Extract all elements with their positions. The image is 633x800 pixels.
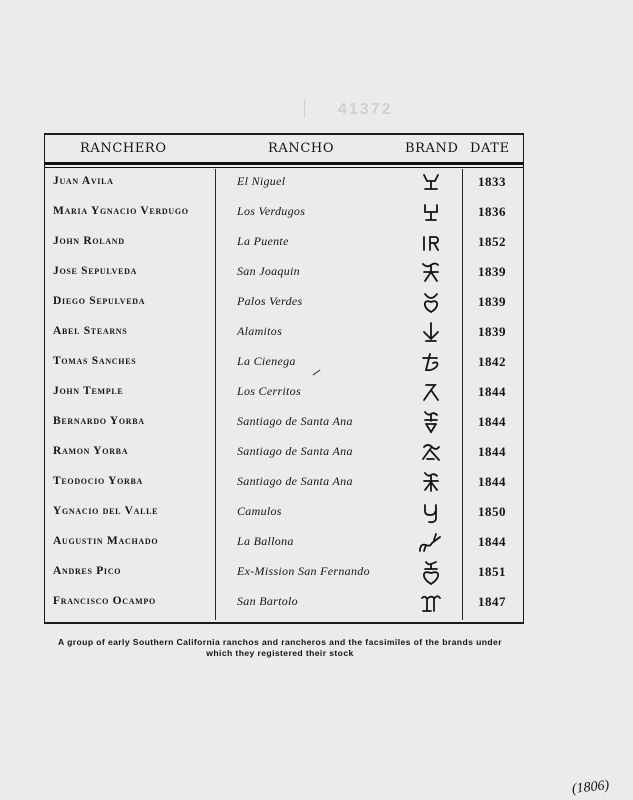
brand-mark-icon (406, 529, 456, 555)
brand-mark-icon (406, 379, 456, 405)
registration-date: 1839 (478, 264, 506, 279)
brand-mark-icon (406, 499, 456, 525)
brand-mark-icon (406, 169, 456, 195)
table-row (44, 437, 524, 467)
header-rule (44, 162, 524, 165)
rancho-name: San Bartolo (237, 594, 298, 608)
registration-date: 1850 (478, 504, 506, 519)
registration-date: 1839 (478, 294, 506, 309)
brand-mark-icon (406, 259, 456, 285)
header-ranchero: RANCHERO (80, 141, 167, 156)
registration-date: 1844 (478, 384, 506, 399)
ranchero-name: Maria Ygnacio Verdugo (53, 205, 189, 217)
table-row (44, 557, 524, 587)
ranchero-name: Augustin Machado (53, 535, 159, 547)
registration-date: 1851 (478, 564, 506, 579)
registration-date: 1844 (478, 534, 506, 549)
ranchero-name: John Temple (53, 385, 124, 397)
table-row (44, 317, 524, 347)
ranchero-name: Abel Stearns (53, 325, 128, 337)
brand-mark-icon (406, 229, 456, 255)
table-row (44, 587, 524, 617)
registration-date: 1847 (478, 594, 506, 609)
registration-date: 1842 (478, 354, 506, 369)
table-row (44, 497, 524, 527)
rancho-name: La Ballona (237, 534, 294, 548)
brand-mark-icon (406, 349, 456, 375)
table-row (44, 287, 524, 317)
ranchero-name: Diego Sepulveda (53, 295, 146, 307)
brand-mark-icon (406, 589, 456, 615)
ranchero-name: Ygnacio del Valle (53, 505, 159, 517)
table-row (44, 377, 524, 407)
archive-stamp: 41372 (338, 101, 393, 118)
rancho-name: Santiago de Santa Ana (237, 414, 353, 428)
ranchero-name: Tomas Sanches (53, 355, 137, 367)
registration-date: 1833 (478, 174, 506, 189)
ranchero-name: Bernardo Yorba (53, 415, 145, 427)
rancho-name: El Niguel (237, 174, 286, 188)
ranchero-name: Teodocio Yorba (53, 475, 144, 487)
rancho-name: Santiago de Santa Ana (237, 474, 353, 488)
brand-mark-icon (406, 559, 456, 585)
ranchero-name: John Roland (53, 235, 125, 247)
ranchero-name: Jose Sepulveda (53, 265, 138, 277)
brand-mark-icon (406, 469, 456, 495)
rancho-name: Los Verdugos (237, 204, 306, 218)
registration-date: 1852 (478, 234, 506, 249)
table-row (44, 257, 524, 287)
table-caption: A group of early Southern California ranchos and rancheros and the facsimiles of the brands under which they registered their stock (58, 637, 502, 658)
rancho-name: Ex-Mission San Fernando (237, 564, 370, 578)
brand-mark-icon (406, 319, 456, 345)
rancho-name: Los Cerritos (237, 384, 301, 398)
header-brand: BRAND (405, 141, 459, 156)
registration-date: 1836 (478, 204, 506, 219)
brand-mark-icon (406, 199, 456, 225)
stamp-mark (304, 100, 305, 118)
ranchero-name: Francisco Ocampo (53, 595, 156, 607)
ranchero-name: Juan Avila (53, 175, 114, 187)
table-row (44, 407, 524, 437)
rancho-name: Alamitos (237, 324, 283, 338)
rancho-name: La Puente (237, 234, 289, 248)
rancho-name: San Joaquin (237, 264, 300, 278)
header-rancho: RANCHO (268, 141, 335, 156)
ranchero-name: Andres Pico (53, 565, 122, 577)
registration-date: 1844 (478, 474, 506, 489)
rancho-name: Palos Verdes (237, 294, 303, 308)
table-row (44, 347, 524, 377)
table-row (44, 167, 524, 197)
rancho-name: Santiago de Santa Ana (237, 444, 353, 458)
ranchero-name: Ramon Yorba (53, 445, 129, 457)
corner-handwritten-note: (1806) (571, 778, 610, 797)
rancho-name: La Cienega (237, 354, 296, 368)
table-row (44, 527, 524, 557)
brand-mark-icon (406, 289, 456, 315)
registration-date: 1839 (478, 324, 506, 339)
registration-date: 1844 (478, 444, 506, 459)
rancho-name: Camulos (237, 504, 282, 518)
header-date: DATE (470, 141, 510, 156)
table-row (44, 227, 524, 257)
registration-date: 1844 (478, 414, 506, 429)
table-row (44, 197, 524, 227)
brand-mark-icon (406, 409, 456, 435)
table-row (44, 467, 524, 497)
brand-mark-icon (406, 439, 456, 465)
